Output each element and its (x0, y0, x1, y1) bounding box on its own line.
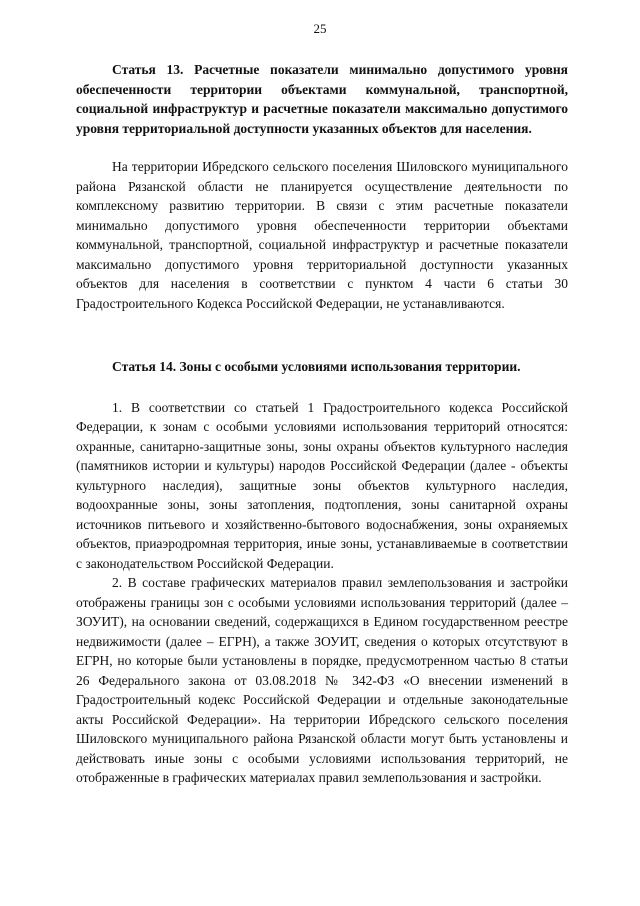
article-13-paragraph: На территории Ибредского сельского поселения Шиловского муниципального района Рязанской области не планируется осуществление деятельности по комплексному развитию территории. В связи с этим расчетные показатели минимально допустимого уровня обеспеченности территории объектами коммунальной, транспортной, социальной инфраструктур и расчетные показатели максимально допустимого уровня территориальной доступности указанных объектов для населения в соответствии с пунктом 4 части 6 статьи 30 Градостроительного Кодекса Российской Федерации, не устанавливаются. (76, 159, 568, 311)
article-14-paragraph-1: 1. В соответствии со статьей 1 Градостроительного кодекса Российской Федерации, к зонам с особыми условиями использования территорий относятся: охранные, санитарно-защитные зоны, зоны охраны объектов культурного наследия (памятников истории и культуры) народов Российской Федерации (далее - объекты культурного наследия), защитные зоны объектов культурного наследия, водоохранные зоны, зоны затопления, подтопления, зоны санитарной охраны источников питьевого и хозяйственно-бытового водоснабжения, зоны охраняемых объектов, приаэродромная территория, иные зоны, устанавливаемые в соответствии с законодательством Российской Федерации. (76, 399, 568, 571)
article-14-heading: Статья 14. Зоны с особыми условиями использования территории. (112, 359, 521, 374)
document-body (76, 60, 568, 788)
page-number: 25 (313, 21, 327, 36)
article-14-paragraph-2: 2. В составе графических материалов правил землепользования и застройки отображены границы зон с особыми условиями использования территорий (далее – ЗОУИТ), на основании сведений, содержащихся в Едином государственном реестре недвижимости (далее – ЕГРН), а также ЗОУИТ, сведения о которых отсутствуют в ЕГРН, но которые были установлены в порядке, предусмотренном частью 8 статьи 26 Федерального закона от 03.08.2018 № 342-ФЗ «О внесении изменений в Градостроительный кодекс Российской Федерации и отдельные законодательные акты Российской Федерации». На территории Ибредского сельского поселения Шиловского муниципального района Рязанской области могут быть установлены и действовать иные зоны с особыми условиями использования территорий, не отображенные в графических материалах правил землепользования и застройки. (76, 575, 568, 785)
article-13-heading: Статья 13. Расчетные показатели минимально допустимого уровня обеспеченности территории объектами коммунальной, транспортной, социальной инфраструктур и расчетные показатели максимально допустимого уровня территориальной доступности указанных объектов для населения. (76, 62, 568, 136)
